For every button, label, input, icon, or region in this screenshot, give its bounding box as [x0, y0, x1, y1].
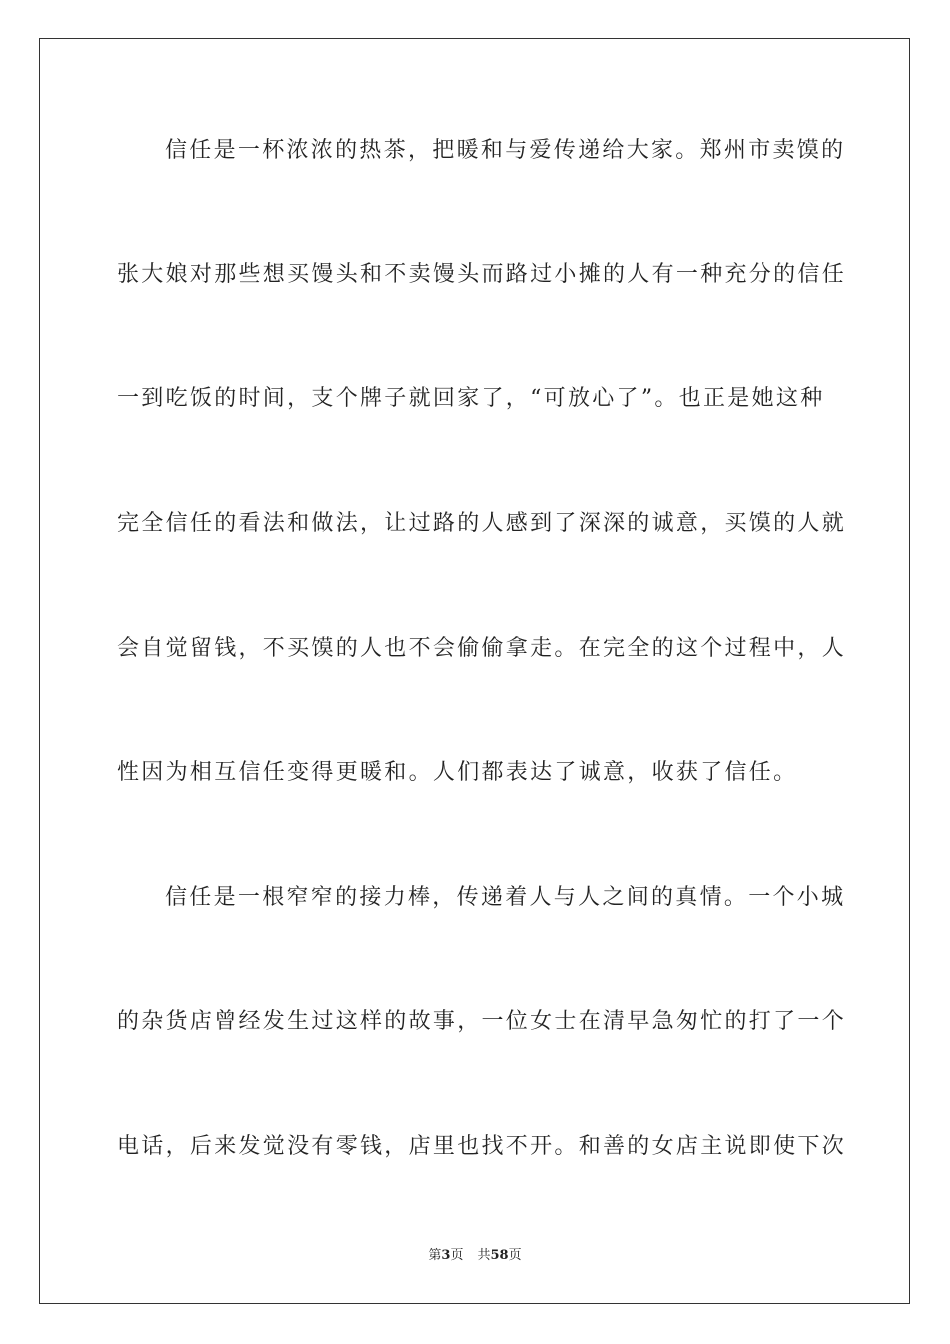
total-label-suffix: 页 — [508, 1248, 522, 1263]
page-label-suffix: 页 — [450, 1248, 464, 1263]
text-line: 信任是一根窄窄的接力棒，传递着人与人之间的真情。一个小城 — [165, 885, 846, 910]
text-line: 电话，后来发觉没有零钱，店里也找不开。和善的女店主说即使下次 — [117, 1134, 847, 1159]
text-line: 会自觉留钱，不买馍的人也不会偷偷拿走。在完全的这个过程中，人 — [117, 636, 847, 661]
text-line: 完全信任的看法和做法，让过路的人感到了深深的诚意，买馍的人就 — [117, 511, 847, 536]
text-line: 信任是一杯浓浓的热茶，把暖和与爱传递给大家。郑州市卖馍的 — [165, 138, 846, 163]
page-label-prefix: 第 — [428, 1248, 442, 1263]
text-line: 性因为相互信任变得更暖和。人们都表达了诚意，收获了信任。 — [117, 760, 798, 785]
page-footer — [0, 1247, 950, 1265]
page-number: 3 — [441, 1248, 451, 1263]
text-line: 一到吃饭的时间，支个牌子就回家了，“可放心了”。也正是她这种 — [117, 386, 825, 411]
page-border — [39, 38, 910, 1304]
total-pages: 58 — [490, 1248, 509, 1263]
total-label-prefix: 共 — [477, 1248, 491, 1263]
text-line: 的杂货店曾经发生过这样的故事，一位女士在清早急匆忙的打了一个 — [117, 1009, 847, 1034]
text-line: 张大娘对那些想买馒头和不卖馒头而路过小摊的人有一种充分的信任 — [117, 262, 847, 287]
